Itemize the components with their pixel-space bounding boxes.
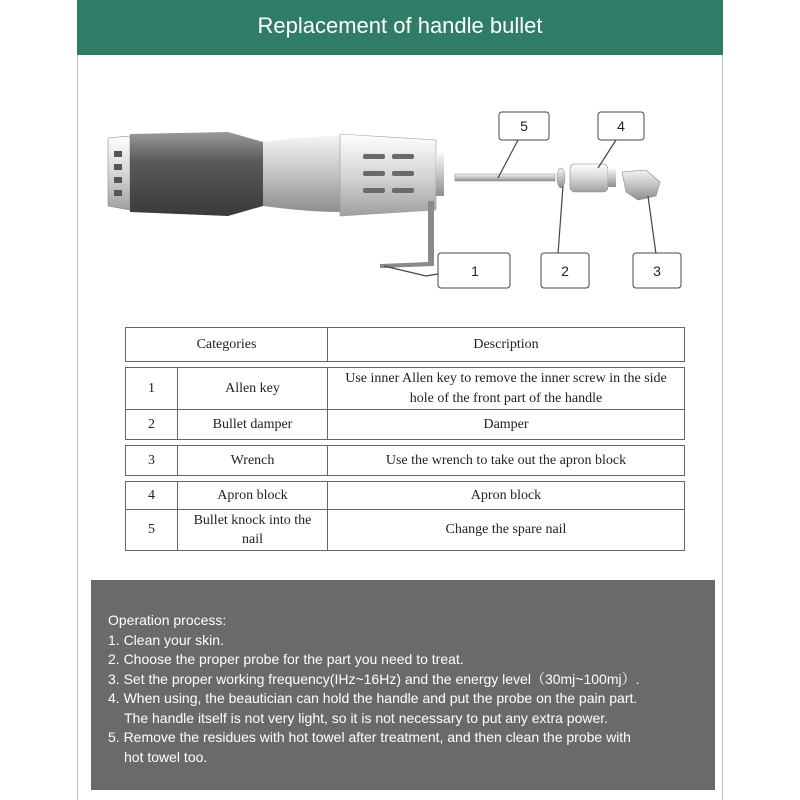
- operation-title: Operation process:: [108, 612, 227, 628]
- row-category: Apron block: [178, 482, 328, 510]
- operation-step: 3. Set the proper working frequency(IHz~16Hz) and the energy level（30mj~100mj）.: [108, 670, 640, 687]
- operation-step: 4. When using, the beautician can hold the handle and put the probe on the pain part.: [108, 690, 638, 706]
- row-category: Bullet knock into the nail: [178, 510, 328, 551]
- row-number: 4: [126, 482, 178, 510]
- damper-ring: [557, 168, 565, 188]
- row-description: Use the wrench to take out the apron block: [328, 446, 685, 476]
- callout-1: 1: [471, 263, 479, 279]
- wrench: [622, 170, 660, 200]
- row-description: Change the spare nail: [328, 510, 685, 551]
- row-description: Use inner Allen key to remove the inner screw in the side hole of the front part of the handle: [328, 368, 685, 410]
- handle-body: [108, 132, 444, 268]
- row-category: Wrench: [178, 446, 328, 476]
- apron-block: [570, 164, 616, 192]
- row-category: Allen key: [178, 368, 328, 410]
- table-row: [126, 510, 685, 551]
- callout-4: 4: [617, 118, 625, 134]
- row-description: Apron block: [328, 482, 685, 510]
- operation-step-continuation: The handle itself is not very light, so it is not necessary to put any extra power.: [124, 709, 609, 726]
- row-category: Bullet damper: [178, 410, 328, 440]
- row-number: 3: [126, 446, 178, 476]
- operation-step: 2. Choose the proper probe for the part you need to treat.: [108, 651, 464, 667]
- row-number: 5: [126, 510, 178, 551]
- callout-2: 2: [561, 263, 569, 279]
- table-row: [126, 368, 685, 410]
- operation-step: 1. Clean your skin.: [108, 631, 224, 648]
- parts-table: [125, 327, 685, 551]
- callout-5: 5: [520, 118, 528, 134]
- header-categories: Categories: [126, 328, 328, 362]
- callout-3: 3: [653, 263, 661, 279]
- page-title: Replacement of handle bullet: [77, 0, 723, 55]
- table-row: [126, 482, 685, 510]
- operation-panel: [91, 580, 715, 790]
- bullet-rod: [455, 174, 555, 181]
- table-header-row: [126, 328, 685, 362]
- operation-step-continuation: hot towel too.: [124, 748, 208, 765]
- operation-step: 5. Remove the residues with hot towel after treatment, and then clean the probe with: [108, 729, 631, 745]
- row-number: 1: [126, 368, 178, 410]
- header-description: Description: [328, 328, 685, 362]
- handle-diagram: [78, 56, 722, 326]
- row-description: Damper: [328, 410, 685, 440]
- table-row: [126, 410, 685, 440]
- row-number: 2: [126, 410, 178, 440]
- table-row: [126, 446, 685, 476]
